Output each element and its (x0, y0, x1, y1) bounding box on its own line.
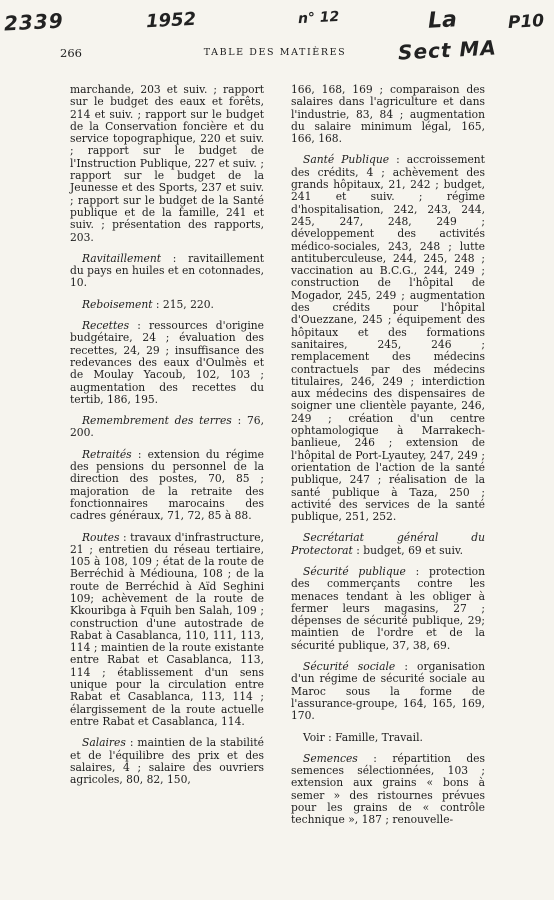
index-references: : ravitaillement du pays en huiles et en cotonnades, 10. (70, 251, 264, 290)
index-references: : accroissement des crédits, 4 ; achèvement des grands hôpitaux, 21, 242 ; budget, 241 et suiv. ; régime d'hospitalisation, 242, 243, 244, 245, 247, 248, 249 ; développement des activités médico-sociales, 243, 248 ; lutte antituberculeuse, 244, 245, 248 ; vaccination au B.C.G., 244, 249 ; construction de l'hôpital de Mogador, 245, 249 ; augmentation des crédits pour l'hôpital d'Ouezzane, 245 ; équipement des hôpitaux et des formations sanitaires, 245, 246 ; remplacement des médecins contractuels par des médecins titulaires, 246, 249 ; interdiction aux médecins des dispensaires de soigner une clientèle payante, 246, 249 ; création d'un centre ophtamologique à Marrakech-banlieue, 246 ; extension de l'hôpital de Port-Lyautey, 247, 249 ; orientation de l'action de la santé publique, 247 ; réalisation de la santé publique à Taza, 250 ; activité des services de la santé publique, 251, 252. (291, 153, 485, 524)
index-term: Sécurité publique (303, 564, 406, 578)
index-references: : répartition des semences sélectionnées, 103 ; extension aux grains « bons à semer » des ristournes prévues pour les grains de « contrôle technique », 187 ; renouvelle- (291, 751, 485, 827)
index-term: Recettes (82, 319, 130, 333)
index-references: marchande, 203 et suiv. ; rapport sur le budget des eaux et forêts, 214 et suiv. ; rapport sur le budget de la Conservation foncière et du service topographique, 220 et suiv. ; rapport sur le budget de l'Instruction Publique, 227 et suiv. ; rapport sur le budget de la Jeunesse et des Sports, 237 et suiv. ; rapport sur le budget de la Santé publique et de la famille, 241 et suiv. ; présentation des rapports, 203. (70, 83, 264, 244)
index-entry (291, 732, 485, 744)
index-references: 166, 168, 169 ; comparaison des salaires dans l'agriculture et dans l'industrie, 83, 84 ; augmentation du salaire minimum légal, 165, 166, 168. (291, 83, 485, 146)
index-entry (291, 661, 485, 722)
index-references: : protection des commerçants contre les menaces tendant à les obliger à fermer leurs magasins, 27 ; dépenses de sécurité publique, 29; maintien de l'ordre et de la sécurité publique, 37, 38, 69. (291, 564, 485, 652)
index-references: : maintien de la stabilité et de l'équilibre des prix et des salaires, 4 ; salaire des ouvriers agricoles, 80, 82, 150, (70, 736, 264, 787)
index-term: Salaires (82, 736, 126, 750)
handwritten-annotation-code: P10 (507, 11, 545, 33)
running-title: TABLE DES MATIÈRES (203, 47, 347, 58)
index-entry (291, 753, 485, 827)
index-references: : budget, 69 et suiv. (352, 543, 464, 557)
index-term: Remembrement des terres (82, 414, 232, 428)
index-term: Reboisement (82, 297, 153, 311)
index-entry (291, 154, 485, 523)
handwritten-annotation-year: 1952 (145, 8, 197, 33)
index-references: : travaux d'infrastructure, 21 ; entretien du réseau tertiaire, 105 à 108, 109 ; état de la route de Berréchid à Médiouna, 108 ; de la route de Berréchid à Aïd Seghini 109; achèvement de la route de Kkouribga à Fquih ben Salah, 109 ; construction d'une autostrade de Rabat à Casablanca, 110, 111, 113, 114 ; maintien de la route existante entre Rabat et Casablanca, 113, 114 ; établissement d'un sens unique pour la circulation entre Rabat et Casablanca, 113, 114 ; élargissement de la route actuelle entre Rabat et Casablanca, 114. (70, 530, 264, 728)
index-entry (291, 566, 485, 652)
handwritten-annotation-la: La (427, 7, 458, 34)
handwritten-annotation-number: n° 12 (297, 8, 340, 28)
index-references: : 76, 200. (70, 414, 264, 440)
index-entry (70, 532, 264, 729)
index-references: : organisation d'un régime de sécurité sociale au Maroc sous la forme de l'assurance-groupe, 164, 165, 169, 170. (291, 660, 485, 723)
index-references: Voir : Famille, Travail. (303, 730, 423, 744)
handwritten-annotation-left: 2339 (3, 8, 65, 36)
page-header (60, 46, 490, 60)
index-term: Routes (82, 530, 120, 544)
index-entry (70, 84, 264, 244)
index-references: : ressources d'origine budgétaire, 24 ; évaluation des recettes, 24, 29 ; insuffisance des redevances des eaux d'Oulmès et de Moulay Yacoub, 102, 103 ; augmentation des recettes du tertib, 186, 195. (70, 319, 264, 406)
index-term: Retraités (82, 447, 132, 461)
left-column (70, 84, 264, 795)
index-entry (70, 415, 264, 440)
index-entry (70, 299, 264, 311)
index-term: Santé Publique (303, 153, 390, 167)
handwritten-annotation-sect: Sect MA (397, 35, 498, 65)
right-column (291, 84, 485, 836)
index-term: Ravitaillement (82, 251, 162, 265)
index-term: Secrétariat général du Protectorat (291, 531, 485, 557)
index-entry (70, 320, 264, 406)
index-entry (70, 737, 264, 786)
index-references: : 215, 220. (152, 297, 214, 311)
page-number: 266 (60, 46, 82, 60)
index-entry (70, 449, 264, 523)
index-entry (291, 532, 485, 557)
index-term: Semences (303, 751, 358, 765)
index-references: : extension du régime des pensions du personnel de la direction des postes, 70, 85 ; majoration de la retraite des fonctionnaires marocains des cadres généraux, 71, 72, 85 à 88. (70, 447, 264, 523)
index-entry (70, 253, 264, 290)
index-term: Sécurité sociale (303, 660, 396, 674)
index-entry (291, 84, 485, 145)
